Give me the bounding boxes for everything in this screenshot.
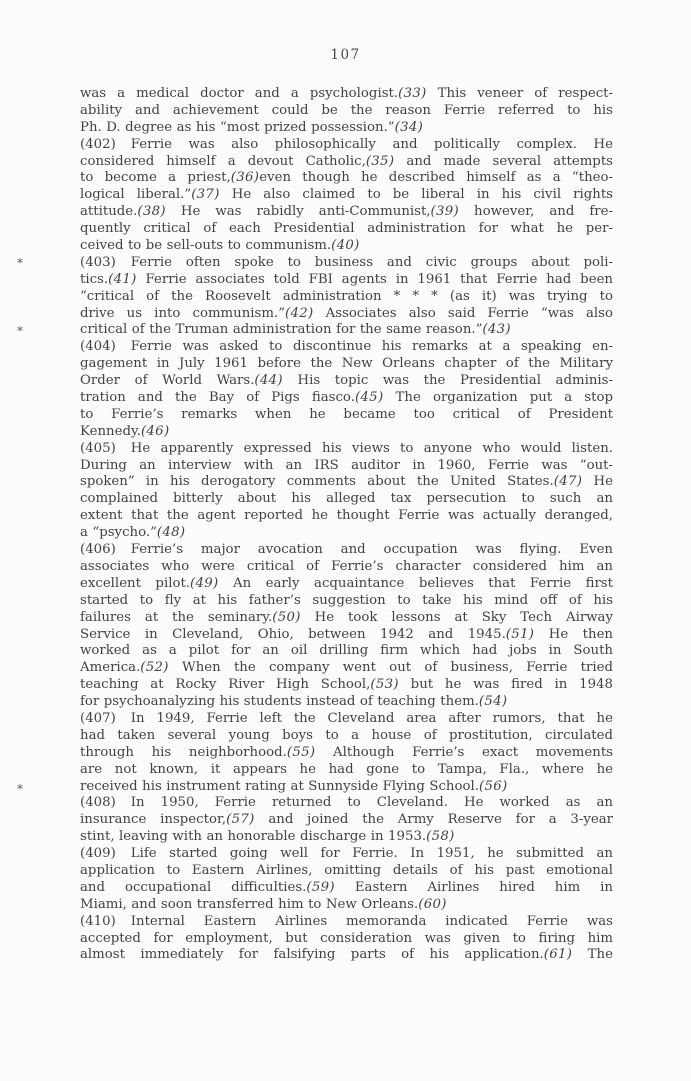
text-line: logical liberal.”(37) He also claimed to be liberal in his civil rights [80, 187, 613, 203]
paragraph-number: (409) [80, 846, 116, 862]
text-line: through his neighborhood.(55) Although Ferrie’s exact movements [80, 744, 613, 760]
text-line: accepted for employment, but consideration was given to firing him [80, 930, 613, 946]
citation-number: (55) [286, 744, 316, 760]
citation-number: (41) [108, 271, 137, 287]
text-line: a “psycho.”(48) [80, 525, 186, 541]
text-line: America.(52) When the company went out of business, Ferrie tried [80, 660, 613, 676]
text-line: are not known, it appears he had gone to Tampa, Fla., where he [80, 761, 613, 777]
citation-number: (42) [285, 305, 314, 321]
text-line: (408) In 1950, Ferrie returned to Cleveland. He worked as an [80, 795, 613, 811]
citation-number: (53) [370, 677, 399, 693]
citation-number: (38) [137, 204, 166, 220]
citation-number: (43) [482, 322, 511, 338]
citation-number: (40) [331, 238, 360, 254]
text-line: excellent pilot.(49) An early acquaintance believes that Ferrie first [80, 575, 613, 591]
text-line: for psychoanalyzing his students instead of teaching them.(54) [80, 694, 508, 710]
citation-number: (56) [479, 778, 508, 794]
text-line: Kennedy.(46) [80, 423, 170, 439]
citation-number: (35) [365, 153, 395, 169]
citation-number: (50) [272, 609, 301, 625]
citation-number: (58) [426, 829, 455, 845]
text-line: considered himself a devout Catholic,(35) and made several attempts [80, 153, 613, 169]
text-line: to become a priest,(36)even though he described himself as a “theo- [80, 170, 613, 186]
citation-number: (37) [191, 187, 220, 203]
text-line: (404) Ferrie was asked to discontinue his remarks at a speaking en- [80, 339, 613, 355]
text-line: associates who were critical of Ferrie’s character considered him an [80, 558, 613, 574]
paragraph-number: (406) [80, 542, 116, 558]
text-line: spoken” in his derogatory comments about the United States.(47) He [80, 474, 613, 490]
text-line: insurance inspector,(57) and joined the Army Reserve for a 3-year [80, 812, 613, 828]
text-line: and occupational difficulties.(59) Eastern Airlines hired him in [80, 879, 613, 895]
paragraph-number: (410) [80, 913, 116, 929]
citation-number: (61) [543, 947, 573, 963]
text-line: failures at the seminary.(50) He took lessons at Sky Tech Airway [80, 609, 613, 625]
text-line: drive us into communism.”(42) Associates also said Ferrie “was also [80, 305, 613, 321]
text-line: gagement in July 1961 before the New Orleans chapter of the Military [80, 356, 613, 372]
text-line: worked as a pilot for an oil drilling firm which had jobs in South [80, 643, 613, 659]
text-line: was a medical doctor and a psychologist.(33) This veneer of respect- [80, 86, 613, 101]
text-line: (405) He apparently expressed his views to anyone who would listen. [80, 440, 613, 456]
citation-number: (60) [418, 896, 447, 912]
text-line: started to fly at his father’s suggestion to take his mind off of his [80, 592, 613, 608]
text-line: Service in Cleveland, Ohio, between 1942 and 1945.(51) He then [80, 626, 613, 642]
page-number: 107 [330, 47, 361, 63]
citation-number: (45) [354, 390, 384, 406]
citation-number: (51) [505, 626, 535, 642]
text-line: ability and achievement could be the reason Ferrie referred to his [80, 102, 613, 118]
citation-number: (59) [306, 879, 335, 895]
text-line: critical of the Truman administration for the same reason.”(43) [80, 322, 511, 338]
text-line: (402) Ferrie was also philosophically and politically complex. He [80, 136, 613, 152]
text-line: stint, leaving with an honorable discharge in 1953.(58) [80, 829, 455, 845]
margin-asterisk-mark: * [17, 256, 23, 270]
margin-asterisk-mark: * [17, 782, 23, 796]
citation-number: (46) [140, 423, 170, 439]
text-line: teaching at Rocky River High School,(53) but he was fired in 1948 [80, 677, 613, 693]
citation-number: (34) [394, 119, 424, 135]
text-line: (410) Internal Eastern Airlines memoranda indicated Ferrie was [80, 913, 613, 929]
citation-number: (44) [254, 373, 283, 389]
text-line: received his instrument rating at Sunnyside Flying School.(56) [80, 778, 508, 794]
text-column [80, 86, 613, 964]
text-line: to Ferrie’s remarks when he became too critical of President [80, 406, 613, 422]
text-line: almost immediately for falsifying parts of his application.(61) The [80, 947, 613, 963]
text-line: quently critical of each Presidential administration for what he per- [80, 221, 613, 237]
text-line: Order of World Wars.(44) His topic was the Presidential adminis- [80, 373, 613, 389]
citation-number: (57) [226, 812, 255, 828]
text-line: complained bitterly about his alleged tax persecution to such an [80, 491, 613, 507]
text-line: Miami, and soon transferred him to New Orleans.(60) [80, 896, 447, 912]
citation-number: (47) [553, 474, 583, 490]
text-line: “critical of the Roosevelt administration * * * (as it) was trying to [80, 288, 613, 304]
paragraph-number: (407) [80, 710, 116, 726]
text-line: Ph. D. degree as his “most prized possession.”(34) [80, 119, 424, 135]
text-line: During an interview with an IRS auditor in 1960, Ferrie was “out- [80, 457, 613, 473]
text-line: application to Eastern Airlines, omitting details of his past emotional [80, 862, 613, 878]
paragraph-number: (402) [80, 136, 116, 152]
text-line: tics.(41) Ferrie associates told FBI agents in 1961 that Ferrie had been [80, 271, 613, 287]
citation-number: (49) [190, 575, 219, 591]
text-line: attitude.(38) He was rabidly anti-Communist,(39) however, and fre- [80, 204, 613, 220]
text-line: (409) Life started going well for Ferrie. In 1951, he submitted an [80, 846, 613, 862]
text-line: extent that the agent reported he thought Ferrie was actually deranged, [80, 508, 613, 524]
citation-number: (54) [478, 694, 508, 710]
text-line: ceived to be sell-outs to communism.(40) [80, 238, 360, 254]
citation-number: (33) [398, 86, 427, 101]
text-line: (406) Ferrie’s major avocation and occupation was flying. Even [80, 542, 613, 558]
citation-number: (36) [230, 170, 260, 186]
paragraph-number: (403) [80, 254, 116, 270]
text-line: tration and the Bay of Pigs fiasco.(45) The organization put a stop [80, 390, 613, 406]
citation-number: (39) [430, 204, 460, 220]
paragraph-number: (405) [80, 440, 116, 456]
citation-number: (48) [156, 525, 186, 541]
text-line: had taken several young boys to a house of prostitution, circulated [80, 727, 613, 743]
paragraph-number: (404) [80, 339, 116, 355]
text-line: (403) Ferrie often spoke to business and civic groups about poli- [80, 254, 613, 270]
text-line: (407) In 1949, Ferrie left the Cleveland area after rumors, that he [80, 710, 613, 726]
paragraph-number: (408) [80, 795, 116, 811]
margin-asterisk-mark: * [17, 324, 23, 338]
citation-number: (52) [140, 660, 169, 676]
